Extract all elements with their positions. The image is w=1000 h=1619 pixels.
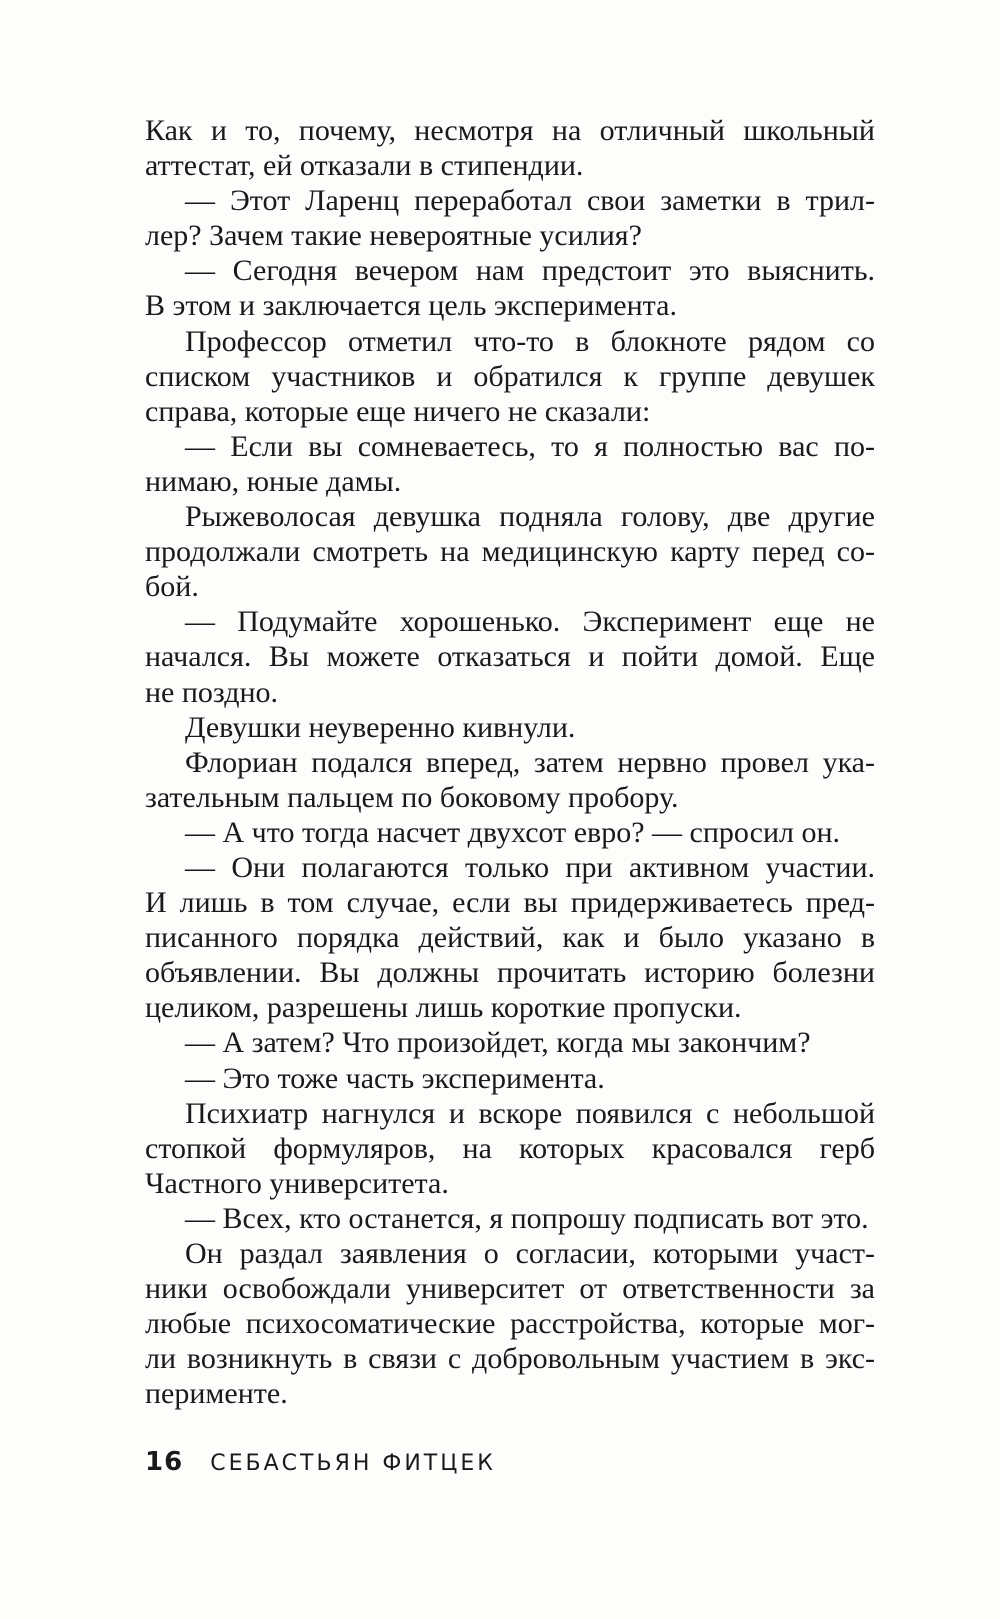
text-line: стопкой формуляров, на которых красовался герб bbox=[145, 1131, 875, 1165]
text-line: — А затем? Что произойдет, когда мы закончим? bbox=[185, 1026, 811, 1060]
text-line: аттестат, ей отказали в стипендии. bbox=[145, 149, 584, 183]
text-line: справа, которые еще ничего не сказали: bbox=[145, 394, 651, 428]
text-line: объявлении. Вы должны прочитать историю болезни bbox=[145, 956, 875, 990]
text-line: Частного университета. bbox=[145, 1166, 449, 1200]
body-text bbox=[145, 113, 875, 1411]
text-line: — Всех, кто останется, я попрошу подписать вот это. bbox=[185, 1201, 869, 1235]
text-line: писанного порядка действий, как и было указано в bbox=[145, 921, 875, 955]
text-line: Профессор отметил что-то в блокноте рядом со bbox=[185, 324, 875, 358]
text-line: бой. bbox=[145, 570, 199, 604]
text-line: — Если вы сомневаетесь, то я полностью вас по- bbox=[185, 429, 875, 463]
text-line: Психиатр нагнулся и вскоре появился с небольшой bbox=[185, 1096, 875, 1130]
text-line: зательным пальцем по боковому пробору. bbox=[145, 780, 679, 814]
text-line: — Они полагаются только при активном участии. bbox=[185, 850, 875, 884]
text-line: — Этот Ларенц переработал свои заметки в трил- bbox=[185, 184, 875, 218]
text-line: Девушки неуверенно кивнули. bbox=[185, 710, 576, 744]
text-line: — Подумайте хорошенько. Эксперимент еще не bbox=[185, 605, 875, 639]
text-line: ники освобождали университет от ответственности за bbox=[145, 1272, 875, 1306]
page-number: 16 bbox=[145, 1447, 184, 1477]
text-line: Как и то, почему, несмотря на отличный школьный bbox=[145, 114, 875, 147]
text-line: продолжали смотреть на медицинскую карту перед со- bbox=[145, 535, 875, 569]
page-footer bbox=[145, 1442, 496, 1482]
text-line: начался. Вы можете отказаться и пойти домой. Еще bbox=[145, 640, 875, 674]
running-head-author: СЕБАСТЬЯН ФИТЦЕК bbox=[210, 1451, 496, 1476]
text-line: Флориан подался вперед, затем нервно провел ука- bbox=[185, 745, 875, 779]
text-line: не поздно. bbox=[145, 675, 279, 709]
text-line: В этом и заключается цель эксперимента. bbox=[145, 289, 677, 323]
text-line: ли возникнуть в связи с добровольным участием в экс- bbox=[145, 1342, 875, 1376]
text-line: нимаю, юные дамы. bbox=[145, 464, 402, 498]
text-line: целиком, разрешены лишь короткие пропуски. bbox=[145, 991, 742, 1025]
text-line: Он раздал заявления о согласии, которыми участ- bbox=[185, 1237, 875, 1270]
text-line: списком участников и обратился к группе девушек bbox=[145, 359, 875, 393]
text-line: — Это тоже часть эксперимента. bbox=[185, 1061, 605, 1095]
text-line: — А что тогда насчет двухсот евро? — спросил он. bbox=[185, 815, 841, 849]
text-line: И лишь в том случае, если вы придерживаетесь пред- bbox=[145, 886, 875, 920]
text-line: лер? Зачем такие невероятные усилия? bbox=[145, 219, 642, 253]
text-line: Рыжеволосая девушка подняла голову, две другие bbox=[185, 500, 875, 534]
text-line: — Сегодня вечером нам предстоит это выяснить. bbox=[185, 254, 875, 288]
text-line: перименте. bbox=[145, 1377, 288, 1411]
text-line: любые психосоматические расстройства, которые мог- bbox=[145, 1307, 875, 1341]
